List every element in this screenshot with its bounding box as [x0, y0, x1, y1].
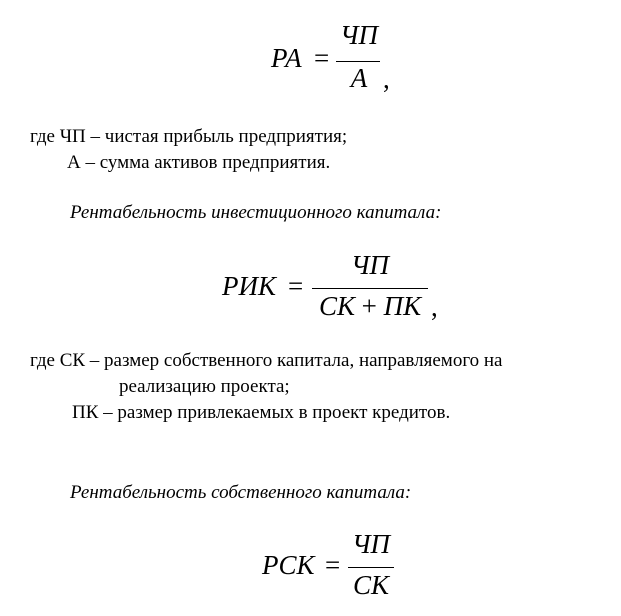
- formula-rik-denominator-right: ПК: [383, 291, 422, 321]
- definition-equity-capital: где СК – размер собственного капитала, направляемого на: [30, 350, 503, 371]
- definition-net-profit: где ЧП – чистая прибыль предприятия;: [30, 126, 348, 147]
- formula-rik-denominator: [312, 291, 428, 322]
- formula-ra-comma: ,: [383, 64, 390, 94]
- definition-loans: ПК – размер привлекаемых в проект кредитов.: [72, 402, 451, 423]
- definition-assets: А – сумма активов предприятия.: [67, 152, 331, 173]
- formula-rsk-fraction-line: [348, 567, 394, 568]
- formula-rik-denominator-op: +: [361, 291, 377, 321]
- formula-return-on-equity: [0, 520, 621, 616]
- formula-rik-comma: ,: [431, 292, 438, 322]
- heading-investment-capital: Рентабельность инвестиционного капитала:: [70, 202, 442, 223]
- definition-equity-capital-cont: реализацию проекта;: [119, 376, 290, 397]
- formula-rik-fraction-line: [312, 288, 428, 289]
- formula-rik-numerator: ЧП: [350, 250, 390, 280]
- formula-ra-fraction-line: [336, 61, 380, 62]
- formula-return-on-assets: [0, 0, 621, 100]
- formula-ra-equals: =: [314, 43, 330, 73]
- formula-ra-lhs: РА: [271, 43, 302, 73]
- formula-ra-denominator: А: [350, 63, 368, 93]
- formula-rsk-lhs: РСК: [262, 550, 315, 580]
- formula-rik-lhs: РИК: [222, 271, 276, 301]
- formula-rik-equals: =: [288, 271, 304, 301]
- heading-equity-capital: Рентабельность собственного капитала:: [70, 482, 412, 503]
- formula-rik-denominator-left: СК: [318, 291, 355, 321]
- formula-return-on-invested-capital: [0, 240, 621, 340]
- formula-rsk-denominator: СК: [353, 570, 389, 600]
- formula-ra-numerator: ЧП: [339, 20, 379, 50]
- formula-rsk-numerator: ЧП: [351, 529, 391, 559]
- formula-rsk-equals: =: [325, 550, 341, 580]
